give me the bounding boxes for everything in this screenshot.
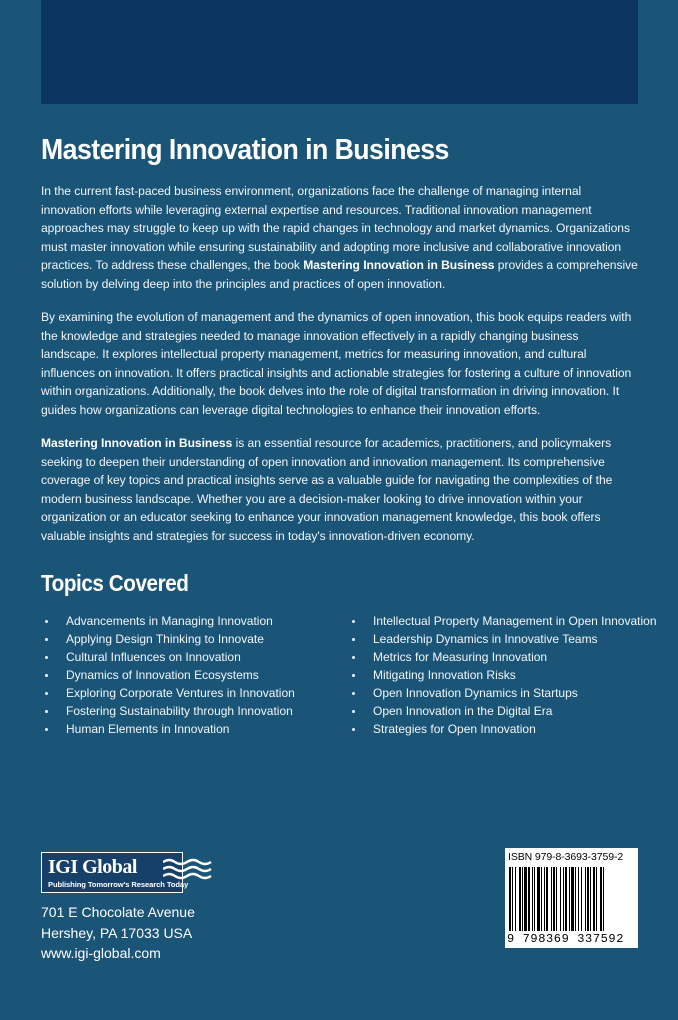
barcode-bar xyxy=(563,867,564,931)
topic-item: Intellectual Property Management in Open Innovation xyxy=(348,612,657,630)
topic-item: Fostering Sustainability through Innovation xyxy=(41,702,295,720)
wave-icon xyxy=(163,856,215,890)
barcode-bar xyxy=(546,867,548,931)
publisher-address xyxy=(41,902,195,964)
barcode-bar xyxy=(534,867,535,931)
description-paragraph-1 xyxy=(41,182,639,294)
description-paragraph-2: By examining the evolution of management and the dynamics of open innovation, this book equips readers with the knowledge and strategies needed to manage innovation effectively in a rapidly changing business landscape. It explores intellectual property management, metrics for measuring innovation, and cultural influences on innovation. It offers practical insights and actionable strategies for fostering a culture of innovation within organizations. Additionally, the book delves into the role of digital transformation in driving innovation. It guides how organizations can leverage digital technologies to enhance their innovation efforts. xyxy=(41,310,632,417)
barcode-bar xyxy=(544,867,545,931)
topic-item: Advancements in Managing Innovation xyxy=(41,612,295,630)
barcode-bar xyxy=(581,867,582,931)
p3-book-title-bold: Mastering Innovation in Business xyxy=(41,436,233,450)
topic-item: Dynamics of Innovation Ecosystems xyxy=(41,666,295,684)
address-line-2: Hershey, PA 17033 USA xyxy=(41,924,193,941)
barcode-bar xyxy=(509,867,511,931)
barcode-bar xyxy=(593,867,595,931)
barcode-bar xyxy=(528,867,530,931)
topics-heading: Topics Covered xyxy=(41,570,189,596)
topic-item: Open Innovation in the Digital Era xyxy=(348,702,657,720)
book-title: Mastering Innovation in Business xyxy=(41,134,449,166)
barcode-bar xyxy=(575,867,576,931)
barcode-bar xyxy=(524,867,527,931)
p1-text-start: In the current fast-paced business environment, organizations face the challenge of managing internal innovation efforts while leveraging external expertise and resources. Traditional innovation management approaches may struggle to keep up with the rapid changes in technology and market dynamics. Organizations must master innovation while ensuring sustainability and adopting more inclusive and collaborative innovation practices. To address these challenges, the book xyxy=(41,184,630,273)
barcode-bar xyxy=(590,867,591,931)
topic-item: Metrics for Measuring Innovation xyxy=(348,648,657,666)
address-line-1: 701 E Chocolate Avenue xyxy=(41,904,195,920)
barcode-bar xyxy=(519,867,521,931)
barcode-bar xyxy=(537,867,540,931)
barcode-icon xyxy=(508,867,635,931)
isbn-label: ISBN 979-8-3693-3759-2 xyxy=(508,851,624,863)
topic-item: Applying Design Thinking to Innovate xyxy=(41,630,295,648)
logo-box xyxy=(41,852,189,893)
barcode-bar xyxy=(578,867,579,931)
cover-top-band xyxy=(41,0,638,104)
topics-list-left xyxy=(41,612,295,738)
topic-item: Cultural Influences on Innovation xyxy=(41,648,295,666)
topic-item: Human Elements in Innovation xyxy=(41,720,295,738)
topic-item: Mitigating Innovation Risks xyxy=(348,666,657,684)
barcode-bar xyxy=(600,867,602,931)
description-paragraph-3 xyxy=(41,434,639,546)
barcode-bar xyxy=(553,867,555,931)
publisher-website[interactable]: www.igi-global.com xyxy=(41,945,161,961)
publisher-logo xyxy=(41,852,216,895)
topics-list-right xyxy=(348,612,657,738)
topic-item: Strategies for Open Innovation xyxy=(348,720,657,738)
barcode-bar xyxy=(587,867,589,931)
barcode-bar xyxy=(560,867,561,931)
barcode-bar xyxy=(515,867,516,931)
barcode-bar xyxy=(556,867,557,931)
p1-text-end: provides a comprehensive solution by delving deep into the principles and practices of open innovation. xyxy=(41,258,638,291)
barcode-bar xyxy=(565,867,567,931)
topic-item: Open Innovation Dynamics in Startups xyxy=(348,684,657,702)
barcode-bar xyxy=(571,867,574,931)
isbn-barcode xyxy=(505,848,638,948)
barcode-bar xyxy=(512,867,513,931)
barcode-bar xyxy=(596,867,597,931)
barcode-bar xyxy=(522,867,523,931)
barcode-bar xyxy=(551,867,552,931)
barcode-bar xyxy=(585,867,586,931)
barcode-bar xyxy=(569,867,570,931)
barcode-bar xyxy=(541,867,542,931)
p1-book-title-bold: Mastering Innovation in Business xyxy=(303,258,495,273)
barcode-bar xyxy=(532,867,533,931)
p3-text: is an essential resource for academics, practitioners, and policymakers seeking to deepen their understanding of open innovation and innovation management. Its comprehensive coverage of key topics and practical insights serve as a valuable guide for navigating the complexities of the modern business landscape. Whether you are a decision-maker looking to drive innovation within your organization or an educator seeking to enhance your innovation management knowledge, this book offers valuable insights and strategies for success in today's innovation-driven economy. xyxy=(41,436,613,543)
publisher-tagline: Publishing Tomorrow's Research Today xyxy=(48,880,189,889)
barcode-digits: 9 798369 337592 xyxy=(507,932,625,946)
topic-item: Leadership Dynamics in Innovative Teams xyxy=(348,630,657,648)
barcode-bar xyxy=(603,867,604,931)
publisher-name: IGI Global xyxy=(48,856,137,878)
topic-item: Exploring Corporate Ventures in Innovation xyxy=(41,684,295,702)
